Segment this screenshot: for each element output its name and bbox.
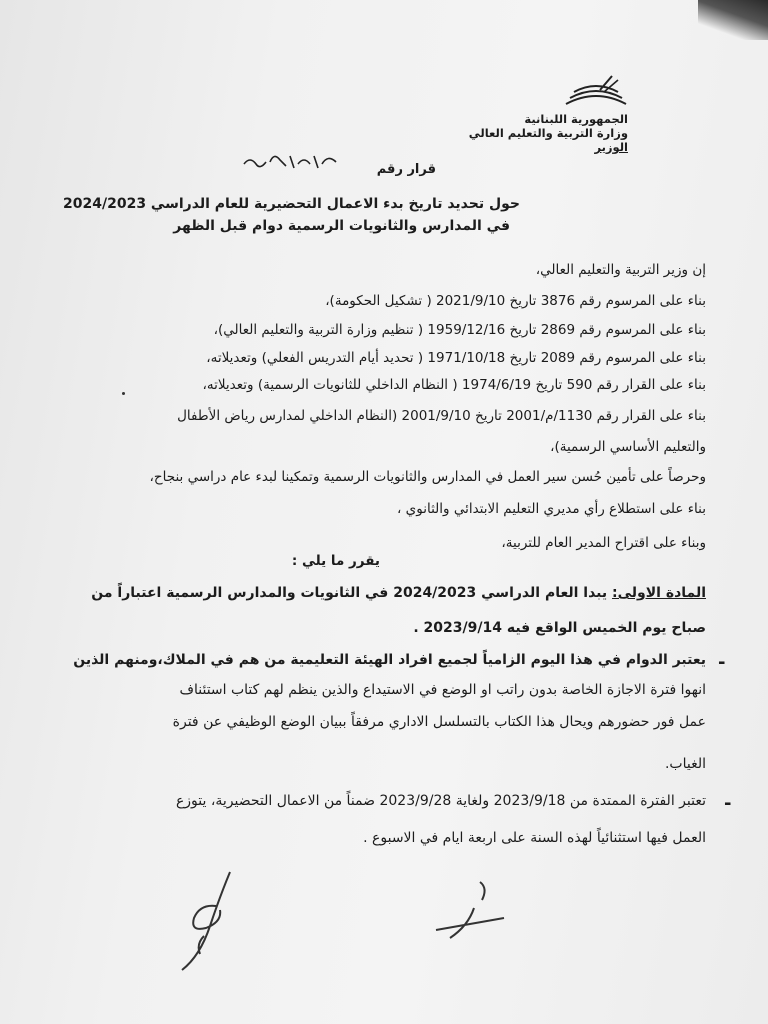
bullet-marker: - — [724, 793, 732, 814]
paragraph-line: تعتبر الفترة الممتدة من 2023/9/18 ولغاية 2023/9/28 ضمناً من الاعمال التحضيرية، يتوزع — [175, 793, 706, 809]
preamble-line: بناء على المرسوم رقم 2089 تاريخ 1971/10/18 ( تحديد أيام التدريس الفعلي) وتعديلاته، — [206, 350, 706, 366]
title-line-2: في المدارس والثانويات الرسمية دوام قبل الظهر — [173, 218, 510, 234]
header-ministry: وزارة التربية والتعليم العالي — [468, 126, 628, 140]
open-book-logo-icon — [560, 74, 632, 114]
title-line-1: حول تحديد تاريخ بدء الاعمال التحضيرية للعام الدراسي 2024/2023 — [63, 196, 520, 212]
paragraph-line: الغياب. — [664, 756, 706, 772]
paragraph-line: يعتبر الدوام في هذا اليوم الزامياً لجميع افراد الهيئة التعليمية من هم في الملاك،ومنهم الذين — [73, 652, 706, 668]
preamble-line: وبناء على اقتراح المدير العام للتربية، — [501, 535, 706, 551]
paragraph-line: انهوا فترة الاجازة الخاصة بدون راتب او الوضع في الاستيداع والذين ينظم لهم كتاب استئناف — [179, 682, 706, 698]
bullet-marker: - — [718, 652, 726, 673]
preamble-line: إن وزير التربية والتعليم العالي، — [535, 262, 706, 278]
preamble-line: وحرصاً على تأمين حُسن سير العمل في المدارس والثانويات الرسمية وتمكينا لبدء عام دراسي بنجاح، — [149, 469, 706, 485]
header-office: الوزير — [594, 140, 628, 154]
ink-dot — [122, 392, 125, 395]
page-corner-shadow — [698, 0, 768, 40]
paragraph-line: العمل فيها استثنائياً لهذه السنة على اربعة ايام في الاسبوع . — [363, 830, 706, 846]
preamble-line: بناء على المرسوم رقم 3876 تاريخ 2021/9/10 ( تشكيل الحكومة)، — [325, 293, 706, 309]
preamble-line: والتعليم الأساسي الرسمية)، — [550, 439, 706, 455]
preamble-line: بناء على القرار رقم 590 تاريخ 1974/6/19 ( النظام الداخلي للثانويات الرسمية) وتعديلاته، — [202, 377, 706, 393]
handwritten-decision-number — [240, 148, 340, 174]
paragraph-line: عمل فور حضورهم ويحال هذا الكتاب بالتسلسل الاداري مرفقاً ببيان الوضع الوظيفي عن فترة — [172, 714, 706, 730]
decision-label: قرار رقم — [376, 162, 436, 177]
preamble-line: بناء على استطلاع رأي مديري التعليم الابتدائي والثانوي ، — [397, 501, 706, 517]
article-1-text: يبدا العام الدراسي 2024/2023 في الثانويات والمدارس الرسمية اعتباراً من — [91, 585, 608, 601]
header-country: الجمهورية اللبنانية — [524, 112, 628, 126]
article-1-label: المادة الاولى: — [612, 585, 706, 601]
article-1-line-1 — [91, 585, 706, 601]
article-1-line-2: صباح يوم الخميس الواقع فيه 2023/9/14 . — [413, 620, 706, 636]
preamble-line: بناء على القرار رقم 1130/م/2001 تاريخ 2001/9/10 (النظام الداخلي لمدارس رياض الأطفال — [177, 408, 706, 424]
handwritten-signature-2 — [430, 878, 510, 948]
decides-heading: يقرر ما يلي : — [291, 553, 380, 569]
preamble-line: بناء على المرسوم رقم 2869 تاريخ 1959/12/16 ( تنظيم وزارة التربية والتعليم العالي)، — [213, 322, 706, 338]
handwritten-signature-1 — [160, 866, 250, 976]
